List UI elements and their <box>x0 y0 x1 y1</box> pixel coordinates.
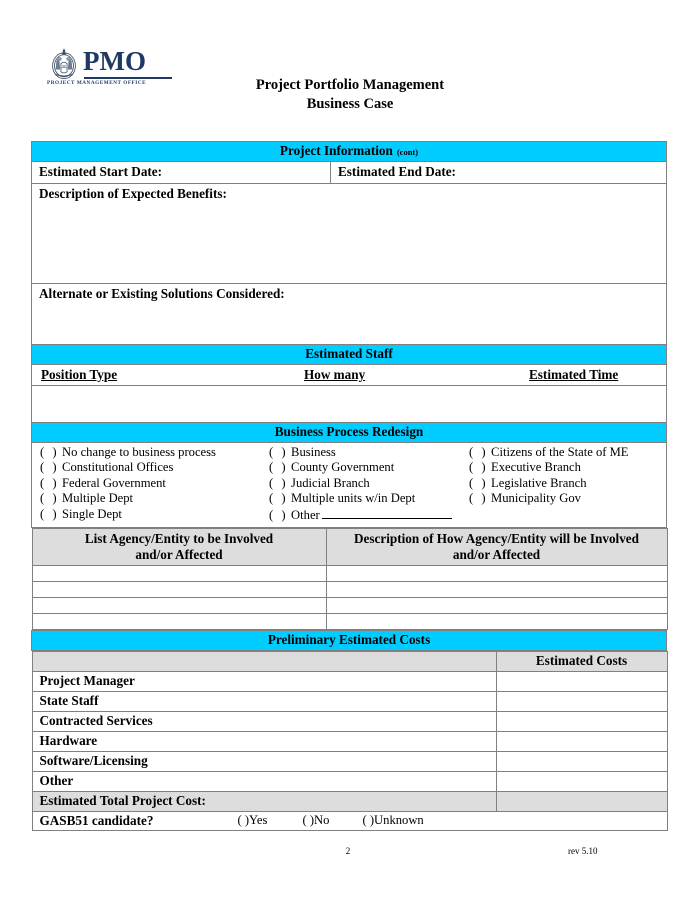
bpr-option-label: Other <box>291 507 320 522</box>
bpr-options-row <box>32 443 667 528</box>
preliminary-costs-table <box>32 651 668 831</box>
table-row <box>32 672 667 692</box>
bpr-option-municipality-gov[interactable] <box>469 491 581 506</box>
gasb-option-yes[interactable] <box>238 813 268 828</box>
cost-line-label: Hardware <box>32 732 496 752</box>
agency-header-right-line-1: Description of How Agency/Entity will be Involved <box>354 531 639 546</box>
gasb-question-label: GASB51 candidate? <box>39 813 154 828</box>
alternate-solutions-row <box>32 284 667 345</box>
logo-subtitle: PROJECT MANAGEMENT OFFICE <box>47 80 147 86</box>
checkbox-glyph[interactable]: ( ) <box>269 507 289 522</box>
bpr-band: Business Process Redesign <box>32 423 667 443</box>
bpr-option-label: No change to business process <box>62 445 216 459</box>
estimated-end-date-label: Estimated End Date: <box>338 164 456 179</box>
bpr-option-label: Judicial Branch <box>291 475 370 490</box>
page-title-line-1: Project Portfolio Management <box>255 77 445 93</box>
bpr-option-label: Legislative Branch <box>491 475 587 490</box>
checkbox-glyph[interactable]: ( ) <box>40 445 60 459</box>
table-row <box>32 598 667 614</box>
bpr-option-label: County Government <box>291 460 395 475</box>
checkbox-glyph[interactable]: ( ) <box>469 475 489 490</box>
agency-name-cell[interactable] <box>32 566 326 582</box>
costs-total-row <box>32 792 667 812</box>
page-header <box>0 44 696 114</box>
pmo-logo <box>45 46 185 94</box>
cost-line-label: Other <box>32 772 496 792</box>
checkbox-glyph[interactable]: ( ) <box>237 813 250 827</box>
project-information-band <box>32 142 667 162</box>
costs-band-row <box>32 631 667 651</box>
cost-line-value[interactable] <box>496 672 667 692</box>
page-title <box>180 76 520 114</box>
bpr-option-label: Business <box>291 445 336 459</box>
staff-column-how-many: How many <box>304 367 366 382</box>
checkbox-glyph[interactable]: ( ) <box>40 491 60 506</box>
agency-entity-table <box>32 528 668 630</box>
table-row <box>32 712 667 732</box>
bpr-option-label: Citizens of the State of ME <box>491 445 629 459</box>
bpr-option-multiple-units[interactable] <box>269 491 415 506</box>
estimated-staff-header-cell <box>32 365 667 386</box>
bpr-option-single-dept[interactable] <box>40 507 122 522</box>
bpr-option-label: Constitutional Offices <box>62 460 174 475</box>
estimated-start-date-cell[interactable] <box>32 162 331 184</box>
bpr-option-federal-government[interactable] <box>40 476 166 491</box>
agency-table-cell <box>32 528 667 631</box>
agency-description-cell[interactable] <box>326 614 667 630</box>
bpr-option-business[interactable] <box>269 445 336 460</box>
costs-table-row <box>32 651 667 832</box>
cost-line-value[interactable] <box>496 772 667 792</box>
agency-name-cell[interactable] <box>32 614 326 630</box>
business-case-form <box>31 141 667 831</box>
agency-description-cell[interactable] <box>326 566 667 582</box>
bpr-option-constitutional-offices[interactable] <box>40 460 173 475</box>
table-row <box>32 582 667 598</box>
costs-band: Preliminary Estimated Costs <box>32 631 667 651</box>
cost-line-value[interactable] <box>496 752 667 772</box>
bpr-options-cell <box>32 443 667 528</box>
state-seal-icon <box>45 46 83 84</box>
bpr-option-label: Municipality Gov <box>491 491 581 506</box>
estimated-staff-entry-cell[interactable] <box>32 386 667 423</box>
bpr-option-county-government[interactable] <box>269 460 394 475</box>
bpr-option-legislative-branch[interactable] <box>469 476 587 491</box>
agency-name-cell[interactable] <box>32 598 326 614</box>
project-information-band-label: Project Information <box>279 143 393 158</box>
checkbox-glyph[interactable]: ( ) <box>469 460 489 475</box>
estimated-staff-band: Estimated Staff <box>32 345 667 365</box>
agency-header-left-line-1: List Agency/Entity to be Involved <box>84 531 274 546</box>
costs-header-estimated-costs: Estimated Costs <box>496 652 667 672</box>
agency-header-right-line-2: and/or Affected <box>452 546 541 562</box>
agency-name-cell[interactable] <box>32 582 326 598</box>
expected-benefits-row <box>32 184 667 284</box>
checkbox-glyph[interactable]: ( ) <box>269 445 289 459</box>
footer-page-number: 2 <box>345 846 351 856</box>
estimated-staff-header-row <box>32 365 667 386</box>
alternate-solutions-cell[interactable] <box>32 284 667 345</box>
estimated-total-project-cost-label: Estimated Total Project Cost: <box>32 792 496 812</box>
estimated-total-project-cost-value[interactable] <box>496 792 667 812</box>
bpr-option-label: Multiple units w/in Dept <box>291 491 416 506</box>
bpr-option-label: Federal Government <box>62 475 166 490</box>
checkbox-glyph[interactable]: ( ) <box>269 475 289 490</box>
cost-line-label: State Staff <box>32 692 496 712</box>
costs-header-left <box>32 652 496 672</box>
cost-line-value[interactable] <box>496 712 667 732</box>
gasb-cell <box>32 812 667 831</box>
table-row <box>32 614 667 630</box>
estimated-end-date-cell[interactable] <box>331 162 667 184</box>
agency-header-left <box>32 529 326 566</box>
table-row <box>32 752 667 772</box>
cost-line-label: Software/Licensing <box>32 752 496 772</box>
logo-wordmark: PMO <box>83 46 146 76</box>
staff-column-estimated-time: Estimated Time <box>529 367 619 382</box>
gasb-row <box>32 812 667 831</box>
page-title-line-2: Business Case <box>306 96 394 112</box>
expected-benefits-cell[interactable] <box>32 184 667 284</box>
checkbox-glyph[interactable]: ( ) <box>302 813 315 827</box>
gasb-option-unknown[interactable] <box>363 813 424 828</box>
checkbox-glyph[interactable]: ( ) <box>269 491 289 506</box>
date-row <box>32 162 667 184</box>
agency-header-row <box>32 529 667 566</box>
table-row <box>32 732 667 752</box>
alternate-solutions-label: Alternate or Existing Solutions Considered: <box>39 286 285 301</box>
checkbox-glyph[interactable]: ( ) <box>469 491 489 506</box>
table-row <box>32 566 667 582</box>
gasb-option-label: No <box>314 813 330 827</box>
checkbox-glyph[interactable]: ( ) <box>269 460 289 475</box>
gasb-option-label: Unknown <box>374 813 424 827</box>
checkbox-glyph[interactable]: ( ) <box>40 475 60 490</box>
bpr-option-multiple-dept[interactable] <box>40 491 133 506</box>
agency-description-cell[interactable] <box>326 598 667 614</box>
estimated-start-date-label: Estimated Start Date: <box>39 164 163 179</box>
costs-header-row <box>32 652 667 672</box>
gasb-option-no[interactable] <box>303 813 330 828</box>
cost-line-label: Contracted Services <box>32 712 496 732</box>
checkbox-glyph[interactable]: ( ) <box>469 445 489 459</box>
table-row <box>32 692 667 712</box>
staff-column-position-type: Position Type <box>41 367 118 382</box>
logo-divider <box>84 77 172 79</box>
costs-table-cell <box>32 651 667 832</box>
bpr-option-label: Single Dept <box>62 506 122 521</box>
bpr-option-label: Executive Branch <box>491 460 581 475</box>
expected-benefits-label: Description of Expected Benefits: <box>39 186 227 201</box>
estimated-staff-entry-row <box>32 386 667 423</box>
checkbox-glyph[interactable]: ( ) <box>40 506 60 521</box>
gasb-option-label: Yes <box>249 813 268 827</box>
agency-header-right <box>326 529 667 566</box>
bpr-option-judicial-branch[interactable] <box>269 476 370 491</box>
agency-description-cell[interactable] <box>326 582 667 598</box>
bpr-option-other[interactable] <box>269 507 452 523</box>
bpr-band-row <box>32 423 667 443</box>
checkbox-glyph[interactable]: ( ) <box>362 813 375 827</box>
checkbox-glyph[interactable]: ( ) <box>40 460 60 475</box>
agency-header-left-line-2: and/or Affected <box>135 546 223 562</box>
footer-revision: rev 5.10 <box>568 846 598 856</box>
agency-table-row <box>32 528 667 631</box>
cost-line-value[interactable] <box>496 732 667 752</box>
bpr-option-no-change[interactable] <box>40 445 216 460</box>
bpr-option-executive-branch[interactable] <box>469 460 581 475</box>
bpr-other-input[interactable] <box>322 507 452 519</box>
cost-line-value[interactable] <box>496 692 667 712</box>
project-information-band-suffix: (cont) <box>396 147 419 157</box>
page-footer <box>0 846 696 866</box>
bpr-option-citizens[interactable] <box>469 445 629 460</box>
project-information-band-row <box>32 142 667 162</box>
table-row <box>32 772 667 792</box>
cost-line-label: Project Manager <box>32 672 496 692</box>
estimated-staff-band-row <box>32 345 667 365</box>
bpr-checkbox-grid <box>32 445 666 523</box>
bpr-option-label: Multiple Dept <box>62 491 134 506</box>
